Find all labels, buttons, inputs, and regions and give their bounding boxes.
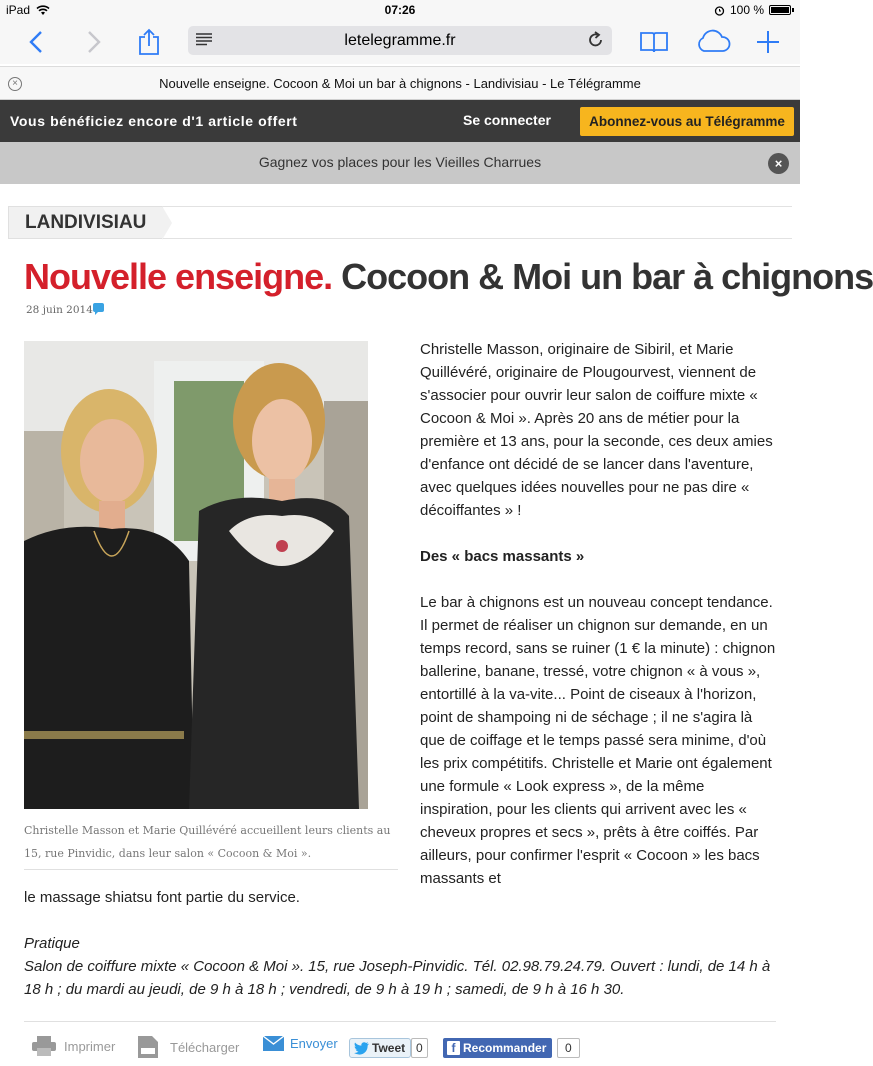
clock: 07:26 — [384, 3, 416, 17]
email-button[interactable] — [263, 1036, 338, 1051]
category-tab[interactable]: LANDIVISIAU — [8, 206, 163, 239]
close-tab-icon[interactable]: × — [8, 77, 22, 91]
facebook-icon: f — [447, 1041, 460, 1055]
book-icon — [639, 30, 669, 54]
paragraph-intro: Christelle Masson, originaire de Sibiril, et Marie Quillévéré, originaire de Plougourvest, viennent de s'associer pour ouvrir leur salon de coiffure mixte « Cocoon & Moi ». Après 20 ans de métier pour la première et 13 ans, pour la seconde, ces deux amies d'enfance ont décidé de se lancer dans l'aventure, avec quelques idées nouvelles pour ne pas dire « décoiffantes » ! — [420, 341, 773, 519]
back-button[interactable] — [20, 26, 52, 58]
pdf-icon — [138, 1036, 158, 1058]
photo-caption: Christelle Masson et Marie Quillévéré accueillent leurs clients au 15, rue Pinvidic, dans leur salon « Cocoon & Moi ». — [24, 824, 391, 860]
comment-icon[interactable] — [93, 303, 104, 312]
url-text: letelegramme.fr — [344, 32, 456, 49]
subscribe-button[interactable]: Abonnez-vous au Télégramme — [580, 107, 794, 136]
practical-text: Salon de coiffure mixte « Cocoon & Moi ». 15, rue Joseph-Pinvidic. Tél. 02.98.79.24.79. Ouvert : lundi, de 14 h à 18 h ; du mardi au jeudi, de 9 h à 18 h ; vendredi, de 9 h à 19 h ; samedi, de 9 h à 16 h 30. — [24, 958, 771, 998]
paragraph-continued: le massage shiatsu font partie du service. — [24, 889, 300, 906]
download-label: Télécharger — [170, 1039, 240, 1055]
device-label: iPad — [6, 3, 31, 17]
share-divider — [24, 1021, 776, 1022]
browser-toolbar — [0, 20, 800, 64]
envelope-icon — [263, 1036, 284, 1051]
caption-divider — [24, 869, 398, 870]
print-button[interactable] — [32, 1036, 115, 1056]
free-article-notice: Vous bénéficiez encore d'1 article offert — [10, 113, 298, 129]
article-body — [420, 338, 780, 913]
download-button[interactable] — [138, 1036, 239, 1058]
headline-kicker: Nouvelle enseigne. — [24, 256, 333, 297]
recommend-count: 0 — [557, 1038, 580, 1058]
facebook-recommend-button[interactable] — [443, 1038, 552, 1058]
promo-link[interactable]: Gagnez vos places pour les Vieilles Charrues — [258, 154, 542, 170]
practical-title: Pratique — [24, 935, 80, 952]
icloud-tabs-button[interactable] — [693, 26, 733, 58]
battery-icon — [769, 5, 791, 15]
close-promo-icon[interactable]: × — [768, 153, 789, 174]
page-title — [24, 256, 873, 298]
forward-button[interactable] — [78, 26, 110, 58]
battery-percent: 100 % — [729, 3, 764, 17]
printer-icon — [32, 1036, 56, 1056]
cloud-icon — [695, 30, 731, 54]
tweet-label: Tweet — [372, 1041, 406, 1055]
reload-icon[interactable] — [587, 31, 604, 49]
tab-title[interactable]: Nouvelle enseigne. Cocoon & Moi un bar à chignons - Landivisiau - Le Télégramme — [159, 76, 641, 91]
tweet-button[interactable] — [349, 1038, 411, 1058]
chevron-right-icon — [87, 30, 101, 54]
share-icon — [138, 28, 160, 56]
article-date: 28 juin 2014 — [26, 304, 93, 316]
subheading: Des « bacs massants » — [420, 548, 585, 565]
share-button[interactable] — [133, 26, 165, 58]
subscription-bar — [0, 100, 800, 142]
alarm-icon — [714, 5, 725, 16]
address-bar[interactable] — [188, 26, 612, 55]
promo-banner — [0, 142, 800, 184]
recommend-label: Recommander — [463, 1041, 547, 1055]
tweet-count: 0 — [411, 1038, 428, 1058]
practical-info — [24, 932, 784, 1001]
tab-bar — [0, 66, 800, 100]
article-photo — [24, 341, 368, 809]
chevron-left-icon — [29, 30, 43, 54]
login-link[interactable]: Se connecter — [463, 112, 551, 128]
salon-owners-image — [24, 341, 368, 809]
print-label: Imprimer — [64, 1038, 116, 1054]
status-bar — [0, 0, 800, 20]
twitter-bird-icon — [354, 1042, 369, 1055]
paragraph-concept: Le bar à chignons est un nouveau concept tendance. Il permet de réaliser un chignon sur demande, en un temps record, sans se ruiner (1 € la minute) : chignon ballerine, banane, tressé, votre chignon « à vous », entortillé à la va-vite... Point de ciseaux à l'horizon, point de shampoing ni de séchage ; il ne s'agira là que de coiffage et le temps passé sera minime, d'où les prix compétitifs. Christelle et Marie ont également une formule « Look express », de la même inspiration, pour les clients qui arrivent avec les « cheveux propres et secs », prêts à être coiffés. Par ailleurs, pour confirmer l'esprit « Cocoon » les bacs massants et — [420, 594, 776, 887]
plus-icon — [756, 30, 780, 54]
bookmarks-button[interactable] — [638, 26, 670, 58]
email-label: Envoyer — [290, 1036, 338, 1051]
new-tab-button[interactable] — [752, 26, 784, 58]
headline-main: Cocoon & Moi un bar à chignons — [341, 256, 873, 297]
